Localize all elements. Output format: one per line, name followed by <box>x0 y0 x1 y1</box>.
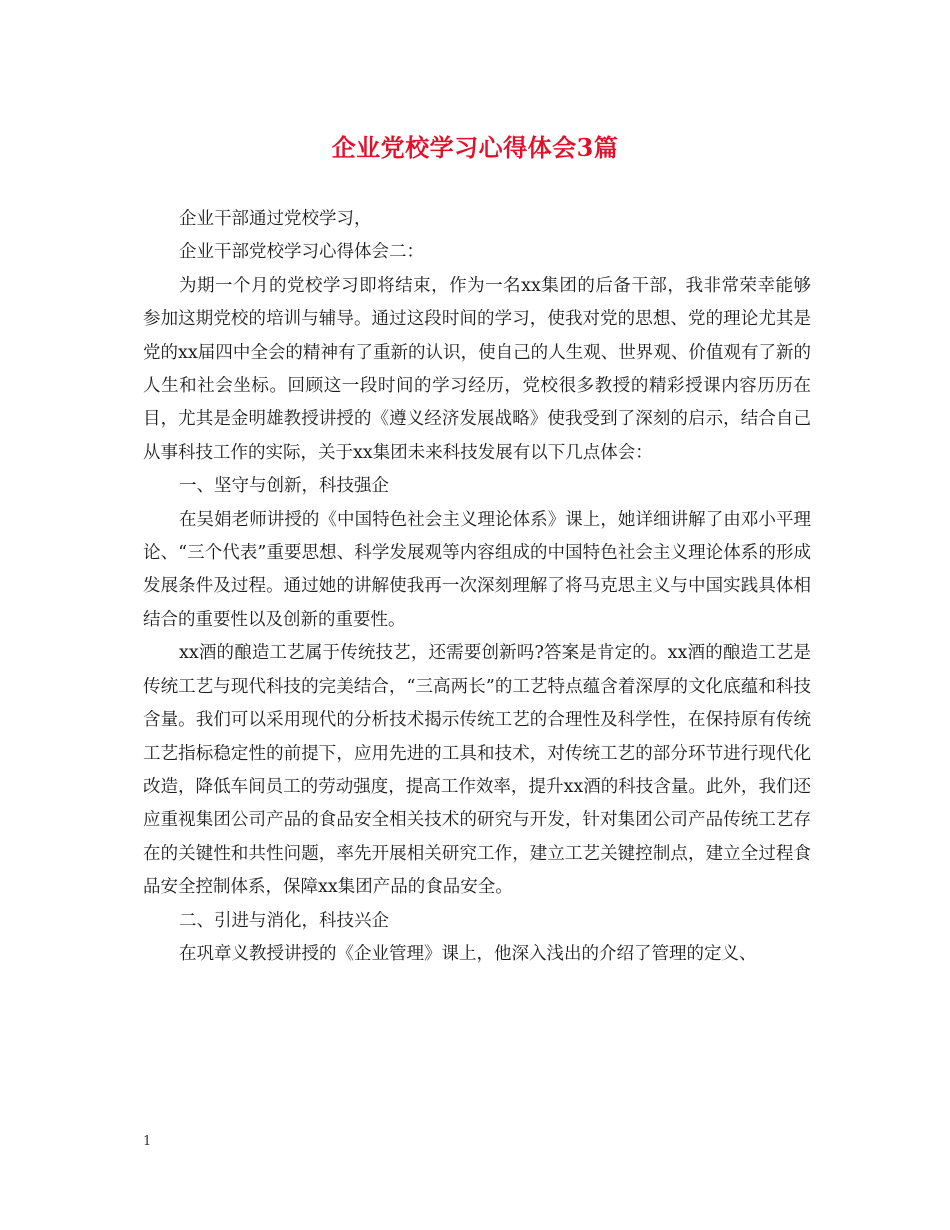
paragraph: 为期一个月的党校学习即将结束，作为一名xx集团的后备干部，我非常荣幸能够参加这期党校的培训与辅导。通过这段时间的学习，使我对党的思想、党的理论尤其是党的xx届四中全会的精神有了重新的认识，使自己的人生观、世界观、价值观有了新的人生和社会坐标。回顾这一段时间的学习经历，党校很多教授的精彩授课内容历历在目，尤其是金明雄教授讲授的《遵义经济发展战略》使我受到了深刻的启示，结合自己从事科技工作的实际，关于xx集团未来科技发展有以下几点体会： <box>143 275 811 463</box>
section-heading: 二、引进与消化，科技兴企 <box>179 910 389 931</box>
paragraph: 在吴娟老师讲授的《中国特色社会主义理论体系》课上，她详细讲解了由邓小平理论、“三个代表”重要思想、科学发展观等内容组成的中国特色社会主义理论体系的形成发展条件及过程。通过她的讲解使我再一次深刻理解了将马克思主义与中国实践具体相结合的重要性以及创新的重要性。 <box>143 509 811 630</box>
paragraph: 在巩章义教授讲授的《企业管理》课上，他深入浅出的介绍了管理的定义、 <box>179 943 757 964</box>
section-heading: 一、坚守与创新，科技强企 <box>179 476 389 497</box>
paragraph: xx酒的酿造工艺属于传统技艺，还需要创新吗?答案是肯定的。xx酒的酿造工艺是传统工艺与现代科技的完美结合，“三高两长”的工艺特点蕴含着深厚的文化底蕴和科技含量。我们可以采用现代的分析技术揭示传统工艺的合理性及科学性，在保持原有传统工艺指标稳定性的前提下，应用先进的工具和技术，对传统工艺的部分环节进行现代化改造，降低车间员工的劳动强度，提高工作效率，提升xx酒的科技含量。此外，我们还应重视集团公司产品的食品安全相关技术的研究与开发，针对集团公司产品传统工艺存在的关键性和共性问题，率先开展相关研究工作，建立工艺关键控制点，建立全过程食品安全控制体系，保障xx集团产品的食品安全。 <box>143 643 811 898</box>
page-number: 1 <box>143 1134 152 1149</box>
paragraph: 企业干部党校学习心得体会二： <box>179 242 424 263</box>
paragraph: 企业干部通过党校学习， <box>179 209 372 229</box>
document-body <box>143 203 811 971</box>
document-title: 企业党校学习心得体会3篇 <box>331 133 619 162</box>
